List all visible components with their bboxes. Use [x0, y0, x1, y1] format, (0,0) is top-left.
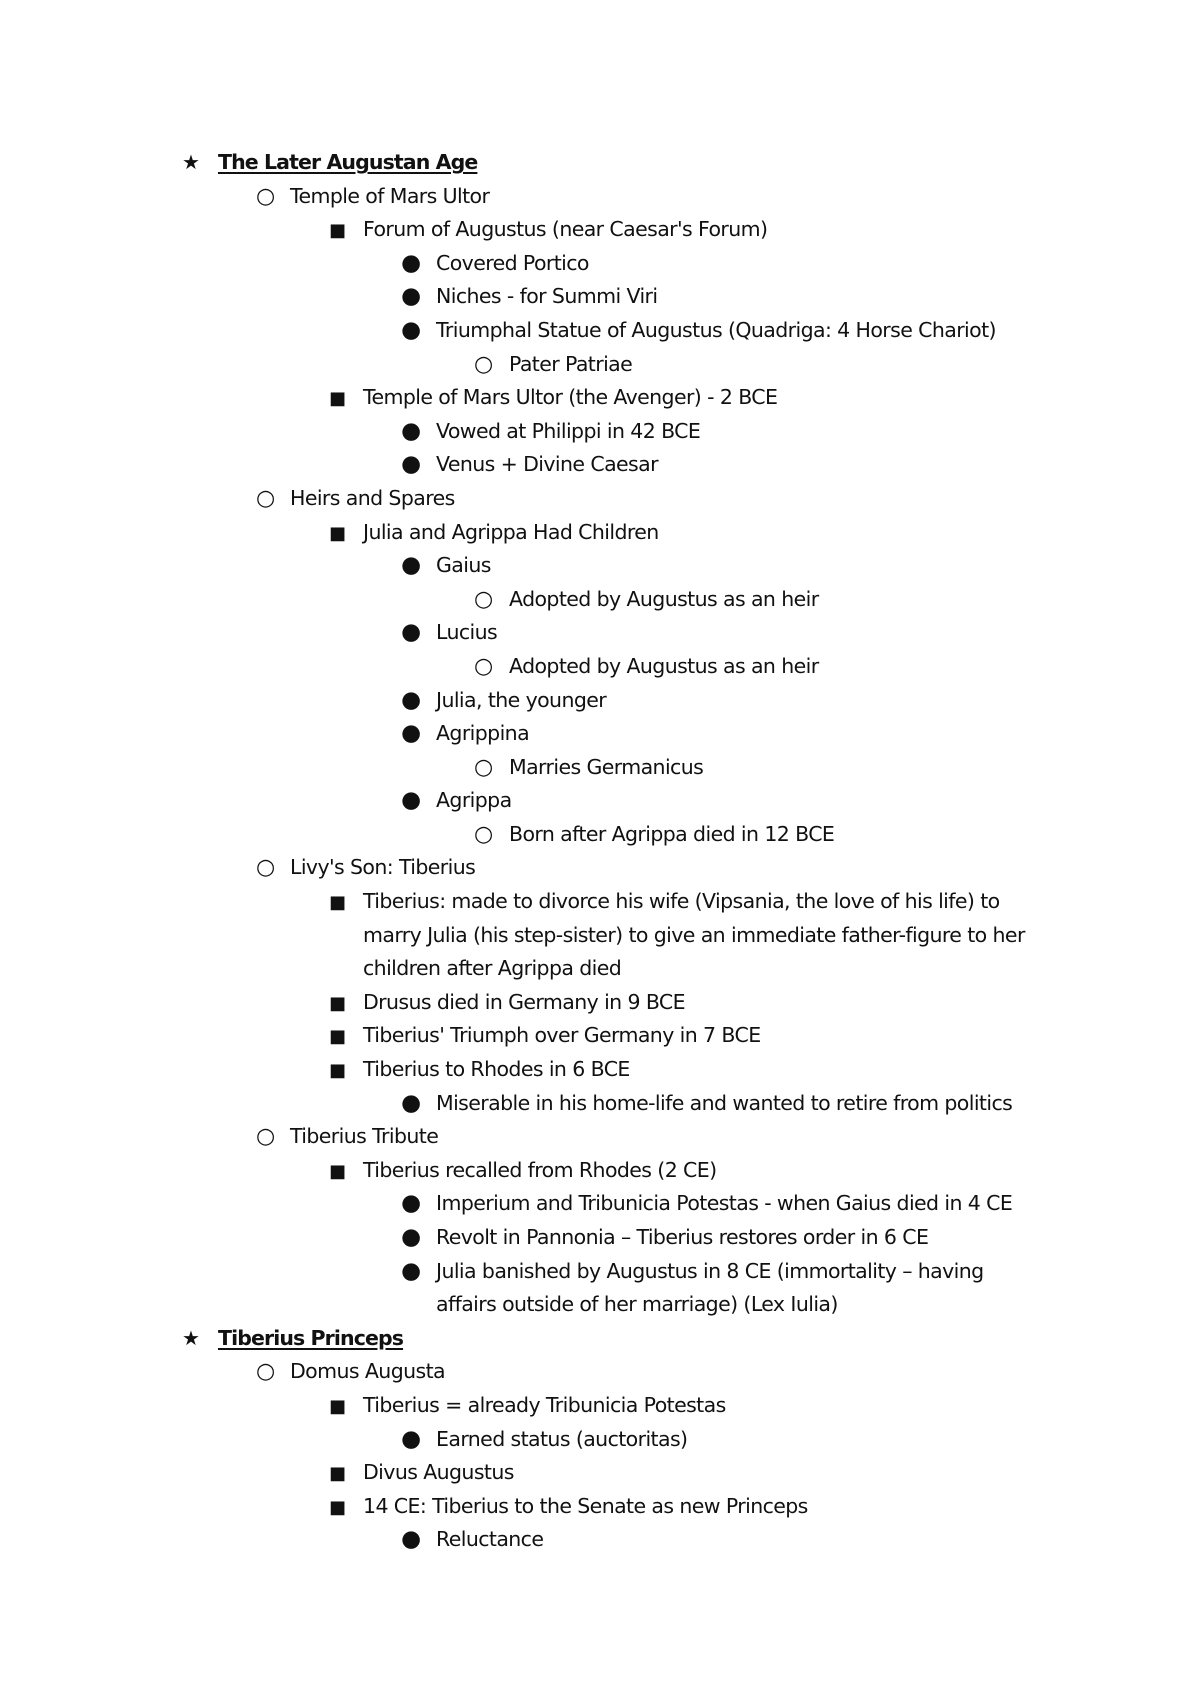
filled-circle-bullet-icon: ●	[401, 686, 421, 713]
notes-outline	[0, 146, 1200, 1557]
outline-item	[0, 1221, 1200, 1255]
outline-item	[0, 1456, 1200, 1490]
outline-item	[0, 1019, 1200, 1053]
filled-square-bullet-icon: ■	[329, 992, 346, 1014]
outline-item	[0, 1053, 1200, 1087]
outline-item	[0, 650, 1200, 684]
outline-item	[0, 247, 1200, 281]
outline-item-text: Agrippina	[436, 721, 530, 746]
outline-item-text: Imperium and Tribunicia Potestas - when Gaius died in 4 CE	[436, 1191, 1013, 1216]
outline-item	[0, 482, 1200, 516]
outline-item	[0, 1154, 1200, 1188]
outline-item-text: Earned status (auctoritas)	[436, 1426, 688, 1451]
outline-item-text: Niches - for Summi Viri	[436, 284, 658, 309]
outline-item	[0, 1087, 1200, 1121]
outline-item-text: Tiberius: made to divorce his wife (Vipsania, the love of his life) to marry Julia (his step-sister) to give an immediate father-figure to her children after Agrippa died	[363, 889, 1025, 981]
outline-item-text: Livy's Son: Tiberius	[290, 855, 476, 880]
outline-item	[0, 1255, 1048, 1322]
section-heading-text: Tiberius Princeps	[218, 1325, 404, 1350]
outline-item-text: Lucius	[436, 620, 498, 645]
hollow-circle-bullet-icon: ○	[474, 821, 493, 847]
filled-square-bullet-icon: ■	[329, 1026, 346, 1048]
filled-circle-bullet-icon: ●	[401, 619, 421, 646]
outline-item-text: Julia banished by Augustus in 8 CE (immortality – having affairs outside of her marriage) (Lex Iulia)	[436, 1258, 984, 1317]
outline-item	[0, 616, 1200, 650]
filled-square-bullet-icon: ■	[329, 1463, 346, 1485]
outline-item-text: Agrippa	[436, 788, 512, 813]
outline-item-text: Heirs and Spares	[290, 485, 455, 510]
outline-item	[0, 851, 1200, 885]
filled-square-bullet-icon: ■	[329, 1496, 346, 1518]
outline-item-text: Reluctance	[436, 1527, 544, 1552]
outline-item-text: Marries Germanicus	[509, 754, 704, 779]
outline-item	[0, 1423, 1200, 1457]
outline-item	[0, 986, 1200, 1020]
hollow-circle-bullet-icon: ○	[474, 351, 493, 377]
outline-item-text: Forum of Augustus (near Caesar's Forum)	[363, 217, 768, 242]
filled-circle-bullet-icon: ●	[401, 1224, 421, 1250]
outline-item	[0, 180, 1200, 214]
outline-item	[0, 784, 1200, 818]
outline-item	[0, 751, 1200, 785]
star-bullet-icon: ★	[182, 1325, 200, 1350]
section-heading	[0, 1322, 1200, 1356]
outline-item	[0, 583, 1200, 617]
outline-item	[0, 516, 1200, 550]
outline-item-text: Triumphal Statue of Augustus (Quadriga: 4 Horse Chariot)	[436, 317, 996, 342]
star-bullet-icon: ★	[182, 150, 200, 174]
outline-item	[0, 381, 1200, 415]
outline-item	[0, 885, 1053, 986]
outline-item-text: Gaius	[436, 553, 491, 578]
outline-item-text: Tiberius recalled from Rhodes (2 CE)	[363, 1157, 717, 1182]
outline-item-text: Adopted by Augustus as an heir	[509, 586, 819, 611]
hollow-circle-bullet-icon: ○	[256, 1359, 275, 1385]
outline-item	[0, 280, 1200, 314]
outline-item-text: Julia, the younger	[436, 687, 607, 712]
outline-item-text: Tiberius = already Tribunicia Potestas	[363, 1392, 726, 1417]
outline-item-text: Covered Portico	[436, 250, 589, 275]
outline-item-text: Temple of Mars Ultor	[290, 183, 490, 208]
outline-item	[0, 314, 1200, 348]
outline-item	[0, 213, 1200, 247]
filled-square-bullet-icon: ■	[329, 220, 346, 242]
section-heading-text: The Later Augustan Age	[218, 150, 478, 174]
hollow-circle-bullet-icon: ○	[256, 855, 275, 881]
filled-circle-bullet-icon: ●	[401, 249, 421, 276]
filled-circle-bullet-icon: ●	[401, 552, 421, 579]
filled-square-bullet-icon: ■	[329, 388, 346, 410]
outline-item	[0, 448, 1200, 482]
hollow-circle-bullet-icon: ○	[474, 653, 493, 679]
outline-item-text: Divus Augustus	[363, 1460, 514, 1485]
filled-circle-bullet-icon: ●	[401, 1257, 421, 1284]
outline-item-text: Revolt in Pannonia – Tiberius restores order in 6 CE	[436, 1225, 929, 1249]
outline-item	[0, 1120, 1200, 1154]
hollow-circle-bullet-icon: ○	[256, 1124, 275, 1150]
outline-item	[0, 549, 1200, 583]
hollow-circle-bullet-icon: ○	[474, 754, 493, 780]
outline-item	[0, 717, 1200, 751]
filled-circle-bullet-icon: ●	[401, 1526, 421, 1553]
filled-square-bullet-icon: ■	[329, 1060, 346, 1082]
filled-circle-bullet-icon: ●	[401, 1425, 421, 1452]
filled-square-bullet-icon: ■	[329, 1160, 346, 1182]
filled-square-bullet-icon: ■	[329, 1395, 346, 1417]
hollow-circle-bullet-icon: ○	[474, 586, 493, 612]
outline-item	[0, 348, 1200, 382]
outline-item-text: Tiberius to Rhodes in 6 BCE	[363, 1057, 630, 1082]
filled-circle-bullet-icon: ●	[401, 720, 421, 747]
outline-item-text: Vowed at Philippi in 42 BCE	[436, 418, 701, 443]
filled-circle-bullet-icon: ●	[401, 283, 421, 310]
outline-item-text: Adopted by Augustus as an heir	[509, 653, 819, 678]
outline-item-text: Miserable in his home-life and wanted to retire from politics	[436, 1090, 1013, 1115]
outline-item	[0, 1490, 1200, 1524]
outline-item-text: Tiberius Tribute	[290, 1124, 439, 1149]
outline-item-text: Julia and Agrippa Had Children	[363, 519, 659, 544]
outline-item-text: Tiberius' Triumph over Germany in 7 BCE	[363, 1023, 761, 1048]
section-heading	[0, 146, 1200, 180]
filled-circle-bullet-icon: ●	[401, 1089, 421, 1116]
outline-item	[0, 818, 1200, 852]
hollow-circle-bullet-icon: ○	[256, 183, 275, 209]
outline-item-text: Pater Patriae	[509, 351, 633, 376]
outline-item	[0, 1523, 1200, 1557]
filled-circle-bullet-icon: ●	[401, 417, 421, 444]
filled-square-bullet-icon: ■	[329, 892, 346, 914]
filled-circle-bullet-icon: ●	[401, 316, 421, 343]
outline-item-text: Temple of Mars Ultor (the Avenger) - 2 BCE	[363, 385, 778, 410]
filled-square-bullet-icon: ■	[329, 522, 346, 544]
outline-item	[0, 1389, 1200, 1423]
outline-item	[0, 415, 1200, 449]
filled-circle-bullet-icon: ●	[401, 1190, 421, 1217]
outline-item-text: Born after Agrippa died in 12 BCE	[509, 821, 835, 846]
filled-circle-bullet-icon: ●	[401, 451, 421, 478]
hollow-circle-bullet-icon: ○	[256, 485, 275, 511]
outline-item	[0, 1355, 1200, 1389]
filled-circle-bullet-icon: ●	[401, 787, 421, 814]
outline-item	[0, 1187, 1200, 1221]
outline-item-text: Domus Augusta	[290, 1359, 445, 1384]
outline-item-text: 14 CE: Tiberius to the Senate as new Princeps	[363, 1493, 808, 1518]
outline-item-text: Drusus died in Germany in 9 BCE	[363, 989, 686, 1014]
outline-item	[0, 684, 1200, 718]
outline-item-text: Venus + Divine Caesar	[436, 452, 658, 477]
